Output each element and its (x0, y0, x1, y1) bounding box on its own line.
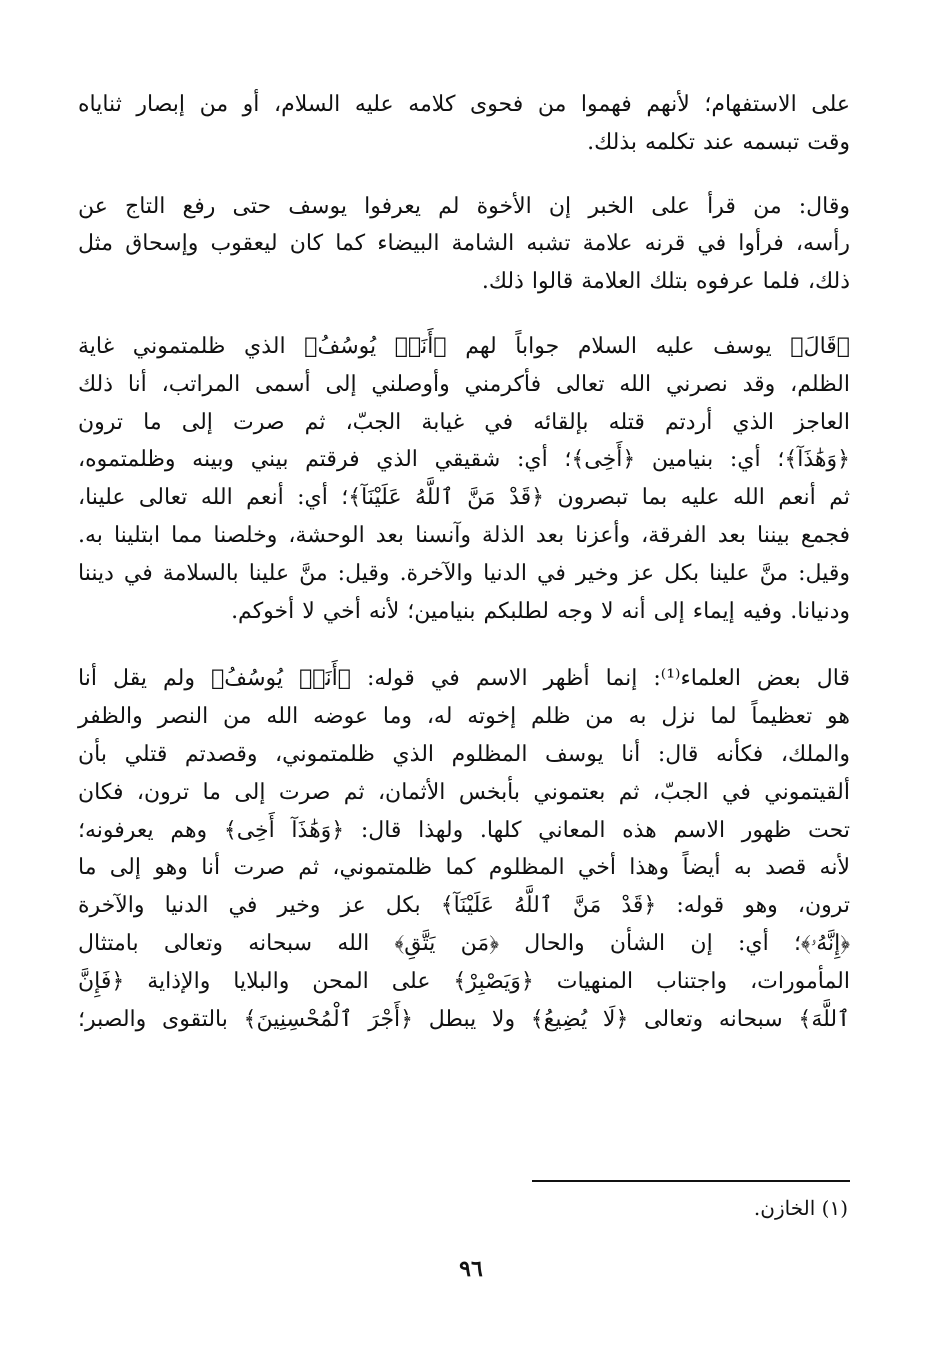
text-line: العاجز الذي أردتم قتله بإلقائه في غيابة الجبّ، ثم صرت إلى ما ترون (78, 409, 850, 435)
text-line: ثم أنعم الله عليه بما تبصرون ﴿قَدْ مَنَّ ٱللَّهُ عَلَيْنَآ﴾؛ أي: أنعم الله تعالى علينا، (78, 485, 850, 511)
text-line: ألقيتموني في الجبّ، ثم بعتموني بأبخس الأثمان، ثم صرت إلى ما ترون، فكان (78, 779, 850, 805)
text-line: والملك، فكأنه قال: أنا يوسف المظلوم الذي ظلمتموني، وقصدتم قتلي بأن (78, 741, 850, 767)
paragraph-3 (78, 328, 850, 630)
text-line: ﴿إِنَّهُۥ﴾؛ أي: إن الشأن والحال ﴿مَن يَتَّقِ﴾ الله سبحانه وتعالى بامتثال (78, 930, 850, 956)
page-number: ٩٦ (459, 1256, 483, 1282)
text-line: المأمورات، واجتناب المنهيات ﴿وَيَصْبِرْ﴾ على المحن والبلايا والإذاية ﴿فَإِنَّ (78, 968, 850, 994)
text-line: ﴿قَالَ﴾ يوسف عليه السلام جواباً لهم ﴿أَنَا۠ يُوسُفُ﴾ الذي ظلمتموني غاية (78, 333, 850, 359)
paragraph-4 (78, 660, 850, 1038)
text-line: قال بعض العلماء⁽¹⁾: إنما أظهر الاسم في قوله: ﴿أَنَا۠ يُوسُفُ﴾ ولم يقل أنا (78, 666, 851, 692)
text-line: ٱللَّهَ﴾ سبحانه وتعالى ﴿لَا يُضِيعُ﴾ ولا يبطل ﴿أَجْرَ ٱلْمُحْسِنِينَ﴾ بالتقوى والصبر؛ (78, 1006, 850, 1032)
text-line: ذلك، فلما عرفوه بتلك العلامة قالوا ذلك. (481, 269, 850, 295)
text-line: هو تعظيماً لما نزل به من ظلم إخوته له، وما عوضه الله من النصر والظفر (78, 704, 850, 730)
footnote: (١) الخازن. (753, 1196, 848, 1220)
text-line: وقت تبسمه عند تكلمه بذلك. (587, 129, 850, 155)
paragraph-2 (78, 188, 850, 301)
text-line: وقيل: منَّ علينا بكل عز وخير في الدنيا والآخرة. وقيل: منَّ علينا بالسلامة في ديننا (78, 560, 850, 586)
text-line: فجمع بيننا بعد الفرقة، وأعزنا بعد الذلة وآنسنا بعد الوحشة، وخلصنا مما ابتلينا به. (78, 522, 850, 548)
text-line: ﴿وَهَٰذَآ﴾؛ أي: بنيامين ﴿أَخِى﴾؛ أي: شقيقي الذي فرقتم بيني وبينه وظلمتموه، (78, 447, 850, 473)
text-line: ترون، وهو قوله: ﴿قَدْ مَنَّ ٱللَّهُ عَلَيْنَآ﴾ بكل عز وخير في الدنيا والآخرة (78, 893, 850, 919)
footnote-divider (532, 1180, 850, 1182)
text-line: على الاستفهام؛ لأنهم فهموا من فحوى كلامه عليه السلام، أو من إبصار ثناياه (78, 92, 850, 117)
text-line: وقال: من قرأ على الخبر إن الأخوة لم يعرفوا يوسف حتى رفع التاج عن (78, 193, 850, 219)
paragraph-1 (78, 86, 850, 162)
text-line: رأسه، فرأوا في قرنه علامة تشبه الشامة البيضاء كما كان ليعقوب وإسحاق مثل (78, 231, 850, 257)
text-line: تحت ظهور الاسم هذه المعاني كلها. ولهذا قال: ﴿وَهَٰذَآ أَخِى﴾ وهم يعرفونه؛ (78, 817, 850, 843)
text-line: ودنيانا. وفيه إيماء إلى أنه لا وجه لطلبكم بنيامين؛ لأنه أخي لا أخوكم. (231, 598, 850, 624)
text-line: لأنه قصد به أيضاً وهذا أخي المظلوم كما ظلمتموني، ثم صرت أنا وهو إلى ما (78, 855, 850, 881)
text-line: الظلم، وقد نصرني الله تعالى فأكرمني وأوصلني إلى أسمى المراتب، أنا ذلك (78, 371, 850, 397)
